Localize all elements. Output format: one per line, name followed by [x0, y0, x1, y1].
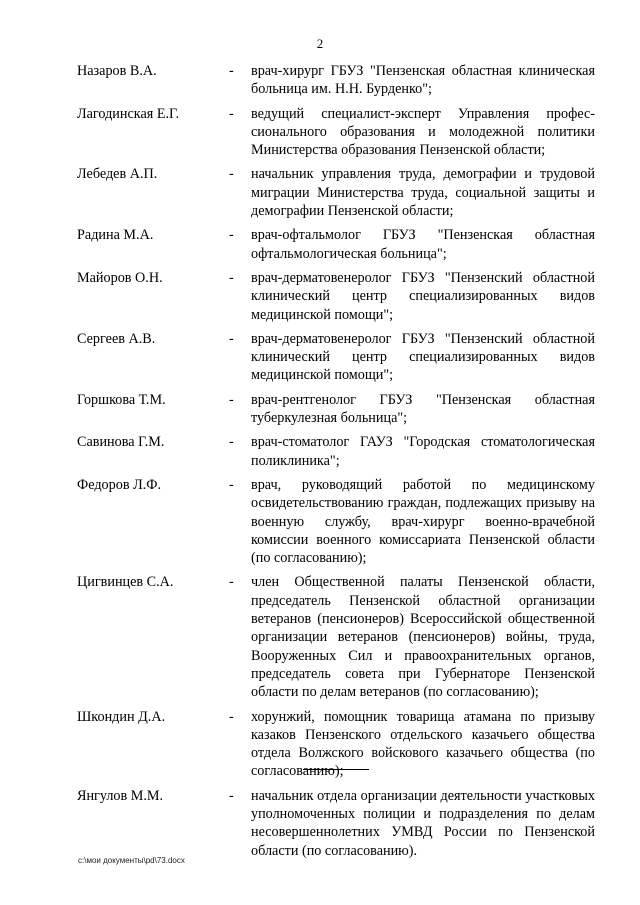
- member-row: [77, 573, 597, 701]
- member-description: врач-дерматовенеролог ГБУЗ "Пензенский областной клинический центр специализированных видов медицинской помощи";: [251, 269, 595, 323]
- member-name: Сергеев А.В.: [77, 330, 156, 347]
- member-dash: -: [229, 63, 234, 79]
- member-description: врач-стоматолог ГАУЗ "Городская стоматологическая поликлиника";: [251, 434, 595, 469]
- file-path-footer: c:\мои документы\pd\73.docx: [78, 856, 185, 865]
- end-separator-line: [303, 769, 369, 770]
- member-description: врач-дерматовенеролог ГБУЗ "Пензенский областной клинический центр специализированных видов медицинской помощи";: [251, 330, 595, 384]
- member-name: Цигвинцев С.А.: [77, 574, 174, 591]
- member-name: Янгулов М.М.: [77, 787, 164, 804]
- member-name: Радина М.А.: [77, 227, 154, 244]
- member-name: Горшкова Т.М.: [77, 391, 166, 408]
- member-description: врач-офтальмолог ГБУЗ "Пензенская областная офтальмологическая больница";: [251, 227, 595, 262]
- member-dash: -: [229, 787, 234, 804]
- member-name: Лагодинская Е.Г.: [77, 105, 180, 122]
- member-row: [77, 391, 597, 428]
- member-dash: -: [229, 476, 234, 493]
- member-row: [77, 476, 597, 567]
- member-dash: -: [229, 708, 234, 725]
- member-row: [77, 226, 597, 263]
- member-name: Савинова Г.М.: [77, 434, 165, 451]
- member-name: Лебедев А.П.: [77, 166, 158, 183]
- member-dash: -: [229, 574, 234, 591]
- member-row: [77, 62, 597, 99]
- member-description: начальник управления труда, демографии и трудовой миграции Министерства труда, социальной защиты и демографии Пензенской области;: [251, 166, 595, 220]
- member-name: Федоров Л.Ф.: [77, 476, 161, 493]
- member-row: [77, 269, 597, 324]
- member-name: Шкондин Д.А.: [77, 708, 166, 725]
- member-dash: -: [229, 434, 234, 451]
- page-number: 2: [316, 36, 324, 51]
- member-row: [77, 787, 597, 860]
- member-row: [77, 105, 597, 160]
- member-dash: -: [229, 330, 234, 347]
- member-name: Назаров В.А.: [77, 63, 157, 79]
- member-row: [77, 165, 597, 220]
- member-description: хорунжий, помощник товарища атамана по призыву казаков Пензенского отдельского казачьего общества отдела Волжского войскового казачьего общества (по согласованию);: [251, 708, 595, 780]
- member-description: врач-рентгенолог ГБУЗ "Пензенская областная туберкулезная больница";: [251, 391, 595, 427]
- member-description: врач-хирург ГБУЗ "Пензенская областная клиническая больница им. Н.Н. Бурденко";: [251, 63, 595, 98]
- member-row: [77, 433, 597, 470]
- member-description: член Общественной палаты Пензенской области, председатель Пензенской областной организации ветеранов (пенсионеров) Всероссийской общественной организации ветеранов (пенсионеров) войны, труда, Вооруженных Сил и правоохранительных органов, председатель совета при Губернаторе Пензенской области по делам ветеранов (по согласованию);: [251, 574, 595, 701]
- member-name: Майоров О.Н.: [77, 269, 163, 286]
- member-row: [77, 330, 597, 385]
- members-list: [77, 62, 597, 866]
- member-dash: -: [229, 105, 234, 122]
- member-description: врач, руководящий работой по медицинскому освидетельствованию граждан, подлежащих призыву на военную службу, врач-хирург военно-врачебной комиссии военного комиссариата Пензенской области (по согласованию);: [251, 476, 595, 567]
- member-dash: -: [229, 269, 234, 286]
- member-dash: -: [229, 227, 234, 244]
- member-dash: -: [229, 166, 234, 183]
- member-dash: -: [229, 391, 234, 408]
- member-description: ведущий специалист-эксперт Управления профессионального образования и молодежной политики Министерства образования Пензенской области;: [251, 105, 595, 159]
- member-description: начальник отдела организации деятельности участковых уполномоченных полиции и подразделения по делам несовершеннолетних УМВД России по Пензенской области (по согласованию).: [251, 787, 595, 859]
